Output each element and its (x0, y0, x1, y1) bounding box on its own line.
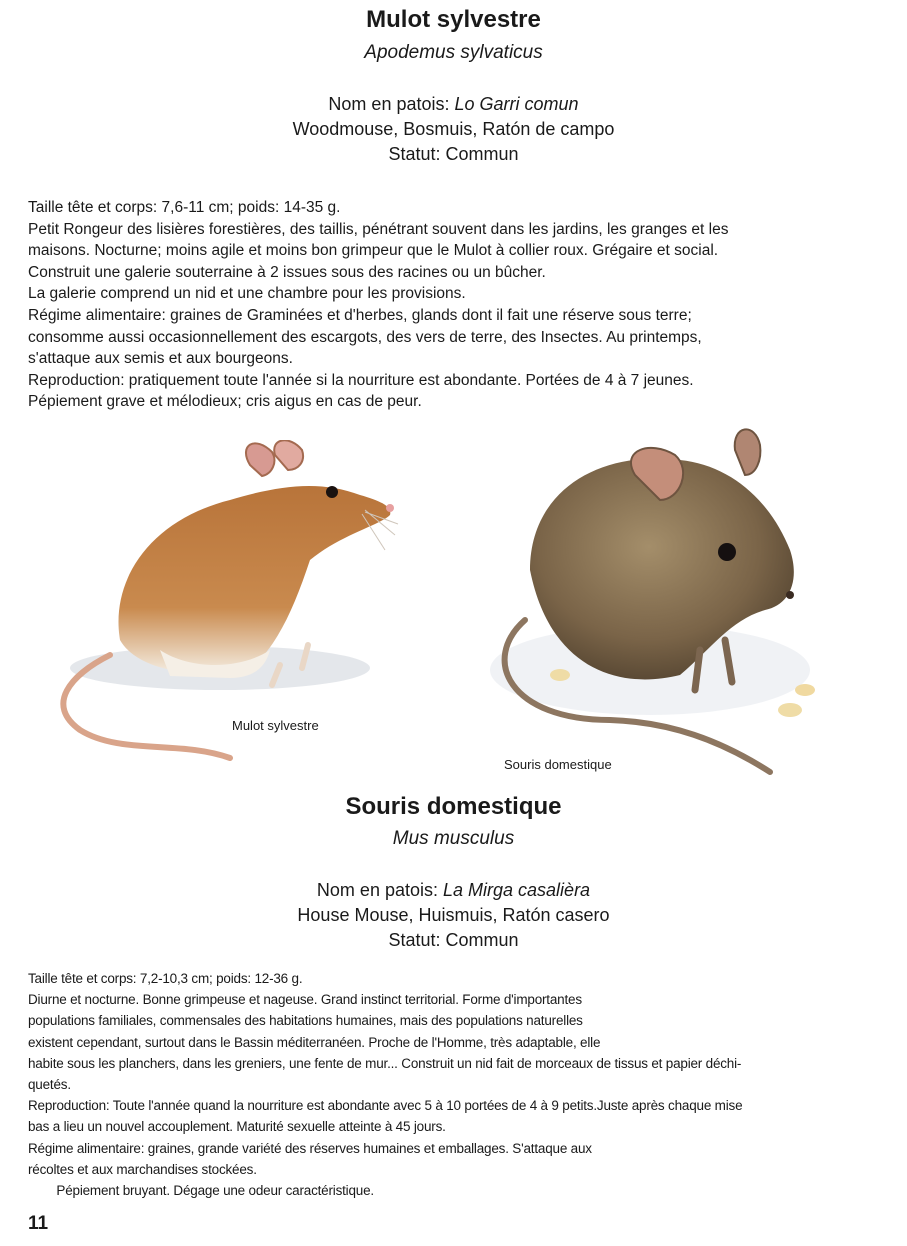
species1-desc-line: Construit une galerie souterraine à 2 issues sous des racines ou un bûcher. (28, 263, 546, 281)
species2-scientific-name: Mus musculus (392, 828, 515, 849)
species1-patois-label: Nom en patois: (328, 94, 450, 114)
species2-desc-line: Diurne et nocturne. Bonne grimpeuse et nageuse. Grand instinct territorial. Forme d'importantes (28, 992, 582, 1008)
species2-desc-line: populations familiales, commensales des habitations humaines, mais des populations naturelles (28, 1013, 583, 1029)
species1-desc-line: Reproduction: pratiquement toute l'année si la nourriture est abondante. Portées de 4 à 7 jeunes. (28, 371, 694, 389)
species1-patois-name: Lo Garri comun (454, 94, 579, 114)
caption-wood-mouse: Mulot sylvestre (232, 718, 319, 733)
wood-mouse-illustration (40, 440, 400, 770)
species2-other-names: House Mouse, Huismuis, Ratón casero (297, 905, 610, 925)
species2-desc-line: Reproduction: Toute l'année quand la nourriture est abondante avec 5 à 10 portées de 4 à 9 petits.Juste après chaque mise (28, 1098, 743, 1114)
page-number: 11 (28, 1213, 49, 1234)
species1-desc-line: La galerie comprend un nid et une chambre pour les provisions. (28, 285, 466, 303)
species2-patois-name: La Mirga casalièra (443, 880, 591, 900)
species2-desc-line: récoltes et aux marchandises stockées. (28, 1161, 257, 1177)
species1-desc-line: Petit Rongeur des lisières forestières, des taillis, pénétrant souvent dans les jardins, les granges et les (28, 220, 729, 238)
species1-desc-line: Régime alimentaire: graines de Graminées et d'herbes, glands dont il fait une réserve sous terre; (28, 306, 692, 324)
species1-patois (0, 92, 907, 117)
species1-status: Statut: Commun (388, 144, 519, 164)
species2-title: Souris domestique (345, 793, 562, 820)
species1-title: Mulot sylvestre (366, 6, 541, 33)
species2-status: Statut: Commun (388, 930, 519, 950)
species1-description (28, 197, 888, 413)
species2-desc-line: Pépiement bruyant. Dégage une odeur caractéristique. (28, 1183, 374, 1199)
species2-desc-line: Taille tête et corps: 7,2-10,3 cm; poids: 12-36 g. (28, 971, 303, 986)
species1-desc-line: Taille tête et corps: 7,6-11 cm; poids: 14-35 g. (28, 199, 341, 216)
species2-desc-line: habite sous les planchers, dans les greniers, une fente de mur... Construit un nid fait de morceaux de tissus et papier déchi- (28, 1055, 742, 1071)
species2-desc-line: Régime alimentaire: graines, grande variété des réserves humaines et emballages. S'attaque aux (28, 1140, 592, 1156)
species2-desc-line: quetés. (28, 1077, 71, 1093)
species1-desc-line: Pépiement grave et mélodieux; cris aigus en cas de peur. (28, 393, 422, 411)
species2-desc-line: existent cependant, surtout dans le Bassin méditerranéen. Proche de l'Homme, très adaptable, elle (28, 1034, 601, 1050)
species1-desc-line: consomme aussi occasionnellement des escargots, des vers de terre, des Insectes. Au printemps, (28, 328, 702, 346)
species1-desc-line: s'attaque aux semis et aux bourgeons. (28, 350, 293, 368)
house-mouse-illustration (470, 420, 830, 780)
species2-patois (0, 878, 907, 903)
species2-desc-line: bas a lieu un nouvel accouplement. Maturité sexuelle atteinte à 45 jours. (28, 1119, 446, 1135)
species1-desc-line: maisons. Nocturne; moins agile et moins bon grimpeur que le Mulot à collier roux. Grégaire et social. (28, 242, 719, 260)
species1-scientific-name: Apodemus sylvaticus (364, 42, 543, 63)
species2-description (28, 968, 888, 1201)
caption-house-mouse: Souris domestique (504, 757, 612, 772)
species2-patois-label: Nom en patois: (316, 880, 438, 900)
species1-other-names: Woodmouse, Bosmuis, Ratón de campo (292, 119, 615, 139)
